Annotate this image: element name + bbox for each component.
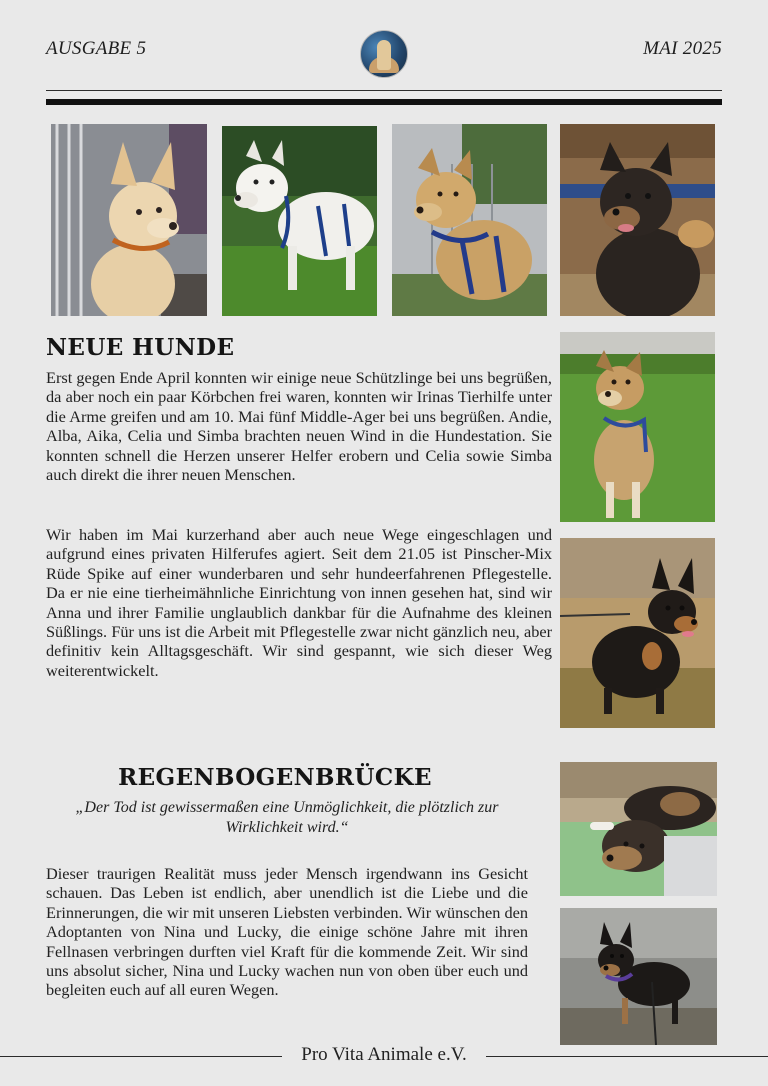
section-title-new-dogs: NEUE HUNDE [46,334,235,361]
vita-logo-icon [360,30,408,78]
issue-label: AUSGABE 5 [46,38,147,59]
dog-photo-white-harness [222,126,377,316]
dog-photo-pinscher-spike [560,538,715,728]
new-dogs-paragraph-1: Erst gegen Ende April konnten wir einige neue Schützlinge bei uns begrüßen, da aber noch ein paar Körbchen frei waren, konnten wir Irinas Tierhilfe unter die Arme greifen und am 10. Mai fünf Middle-Ager bei uns begrüßen. Andie, Alba, Aika, Celia und Simba brachten neuen Wind in die Hundestation. Sie konnten schnell die Herzen unserer Helfer erobern und Celia sowie Simba auch direkt die ihrer neuen Menschen. [46,368,552,485]
issue-date: MAI 2025 [643,38,722,59]
dog-photo-nina-lying [560,762,717,896]
new-dogs-paragraph-2: Wir haben im Mai kurzerhand aber auch neue Wege eingeschlagen und aufgrund eines privaten Hilferufes agiert. Seit dem 21.05 ist Pinscher-Mix Rüde Spike auf einer wunderbaren und sehr hundeerfahrenen Pflegestelle. Da er nie eine tierheimähnliche Einrichtung von innen gesehen hat, sind wir Anna und ihrer Familie unglaublich dankbar für die Aufnahme des kleinen Süßlings. Für uns ist die Arbeit mit Pflegestelle zwar nicht gänzlich neu, aber definitiv kein Alltagsgeschäft. Wir sind gespannt, wie sich dieser Weg weiterentwickelt. [46,525,552,680]
section-title-rainbow-bridge: REGENBOGENBRÜCKE [118,764,432,791]
rainbow-quote: „Der Tod ist gewissermaßen eine Unmöglichkeit, die plötzlich zur Wirklichkeit wird.“ [75,799,499,836]
dog-photo-black-tan-bench [560,124,715,316]
rainbow-paragraph: Dieser traurigen Realität muss jeder Mensch irgendwann ins Gesicht schauen. Das Leben ist endlich, aber unendlich ist die Liebe und die Erinnerungen, die wir mit unseren Liebsten verbinden. Wir wünschen den Adoptanten von Nina und Lucky, die einige schöne Jahre mit ihren Fellnasen verbringen durften viel Kraft für die kommende Zeit. Wir sind uns absolut sicher, Nina und Lucky wachen nun von oben über euch und begleiten euch auf all euren Wegen. [46,864,528,1000]
dog-photo-tan-grass [560,332,715,522]
dog-photo-cream-kennel [51,124,207,316]
footer-org-name: Pro Vita Animale e.V. [301,1044,467,1065]
header-divider-thin [46,90,722,91]
dog-photo-tan-blue-harness [392,124,547,316]
dog-photo-lucky-frost [560,908,717,1045]
header-divider-thick [46,99,722,105]
